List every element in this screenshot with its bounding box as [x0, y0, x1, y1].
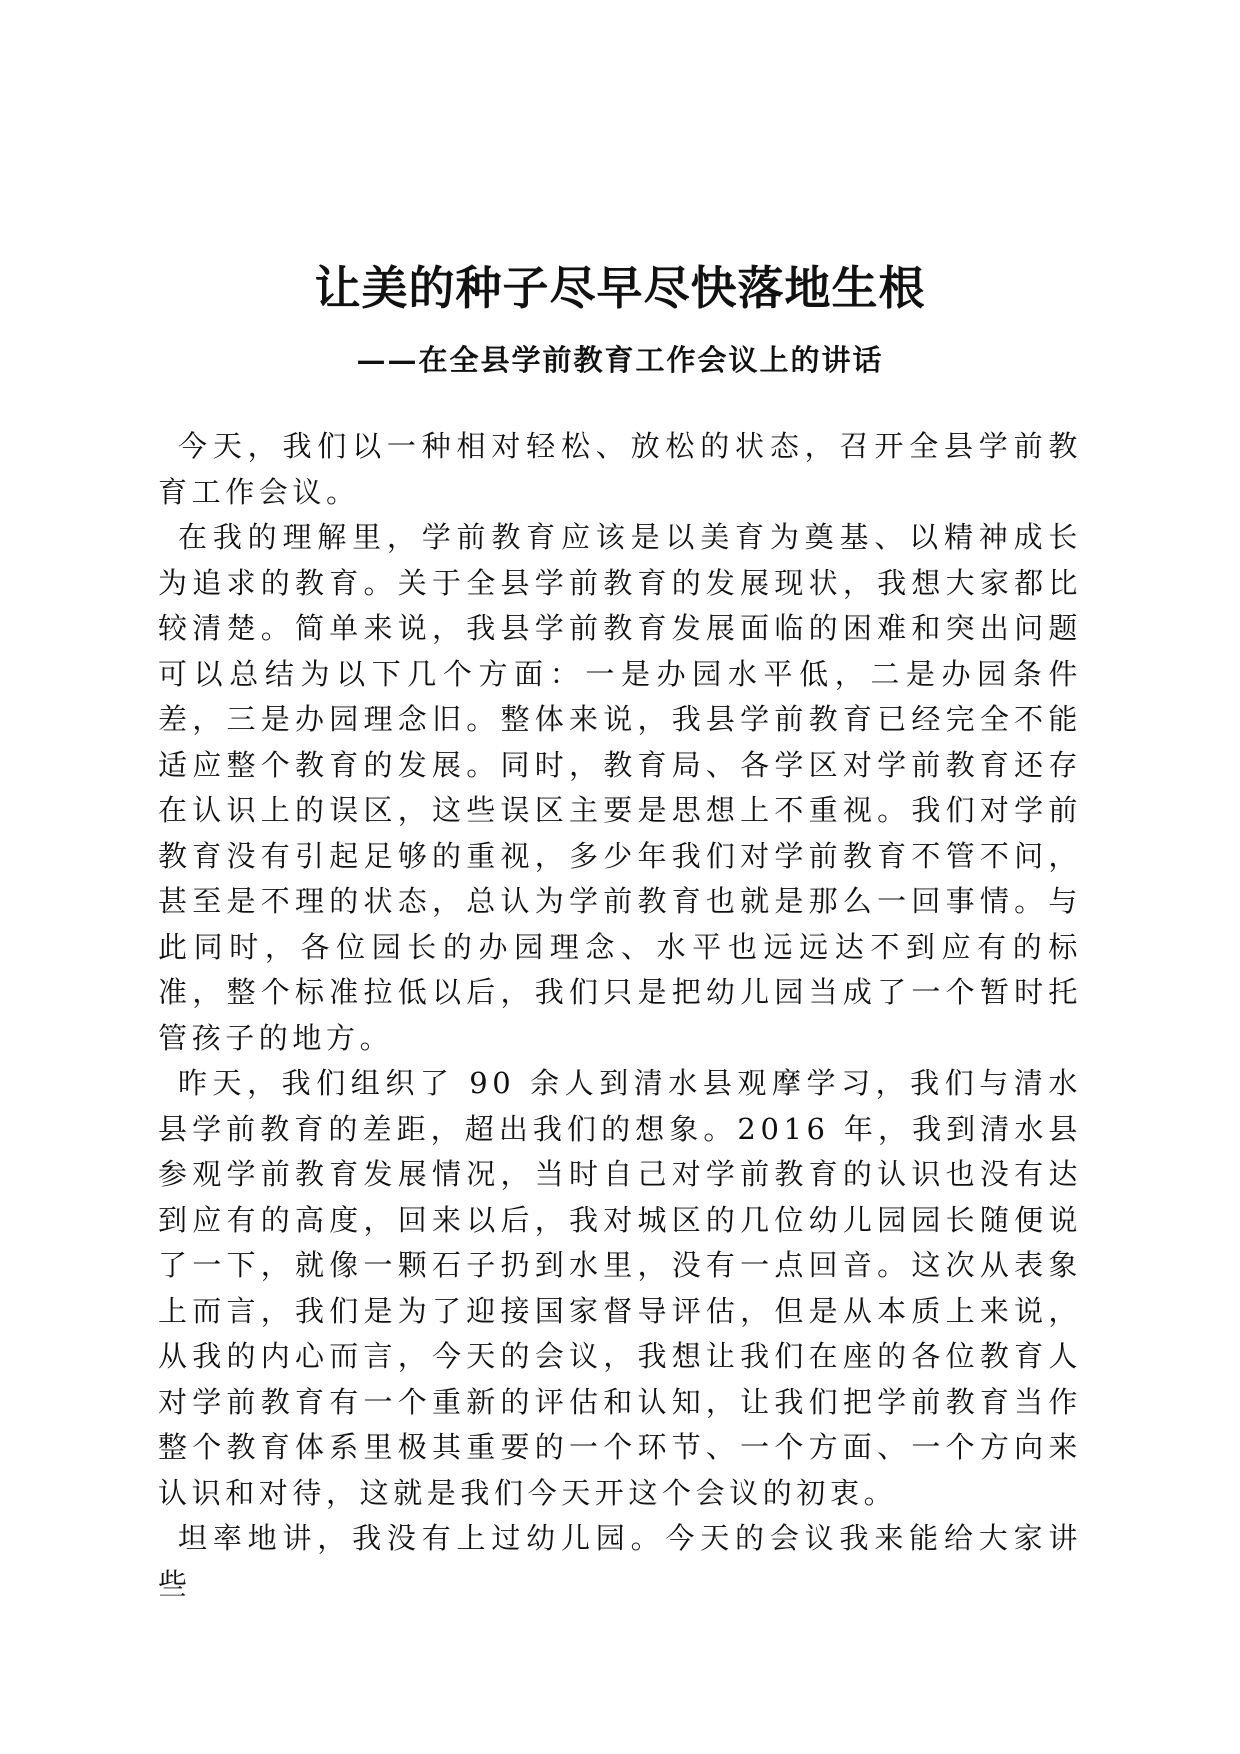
paragraph: 今天，我们以一种相对轻松、放松的状态，召开全县学前教育工作会议。	[158, 429, 1082, 509]
document-subtitle: ——在全县学前教育工作会议上的讲话	[356, 343, 884, 377]
paragraph: 在我的理解里，学前教育应该是以美育为奠基、以精神成长为追求的教育。关于全县学前教育的发展现状，我想大家都比较清楚。简单来说，我县学前教育发展面临的困难和突出问题可以总结为以下几个方面：一是办园水平低，二是办园条件差，三是办园理念旧。整体来说，我县学前教育已经完全不能适应整个教育的发展。同时，教育局、各学区对学前教育还存在认识上的误区，这些误区主要是思想上不重视。我们对学前教育没有引起足够的重视，多少年我们对学前教育不管不问，甚至是不理的状态，总认为学前教育也就是那么一回事情。与此同时，各位园长的办园理念、水平也远远达不到应有的标准，整个标准拉低以后，我们只是把幼儿园当成了一个暂时托管孩子的地方。	[158, 520, 1082, 1055]
document-body	[158, 424, 1082, 1607]
paragraph: 坦率地讲，我没有上过幼儿园。今天的会议我来能给大家讲些	[158, 1521, 1082, 1601]
document-title: 让美的种子尽早尽快落地生根	[314, 261, 926, 315]
paragraph: 昨天，我们组织了 90 余人到清水县观摩学习，我们与清水县学前教育的差距，超出我们的想象。2016 年，我到清水县参观学前教育发展情况，当时自己对学前教育的认识也没有达到应有的高度，回来以后，我对城区的几位幼儿园园长随便说了一下，就像一颗石子扔到水里，没有一点回音。这次从表象上而言，我们是为了迎接国家督导评估，但是从本质上来说，从我的内心而言，今天的会议，我想让我们在座的各位教育人对学前教育有一个重新的评估和认知，让我们把学前教育当作整个教育体系里极其重要的一个环节、一个方面、一个方向来认识和对待，这就是我们今天开这个会议的初衷。	[158, 1066, 1082, 1510]
